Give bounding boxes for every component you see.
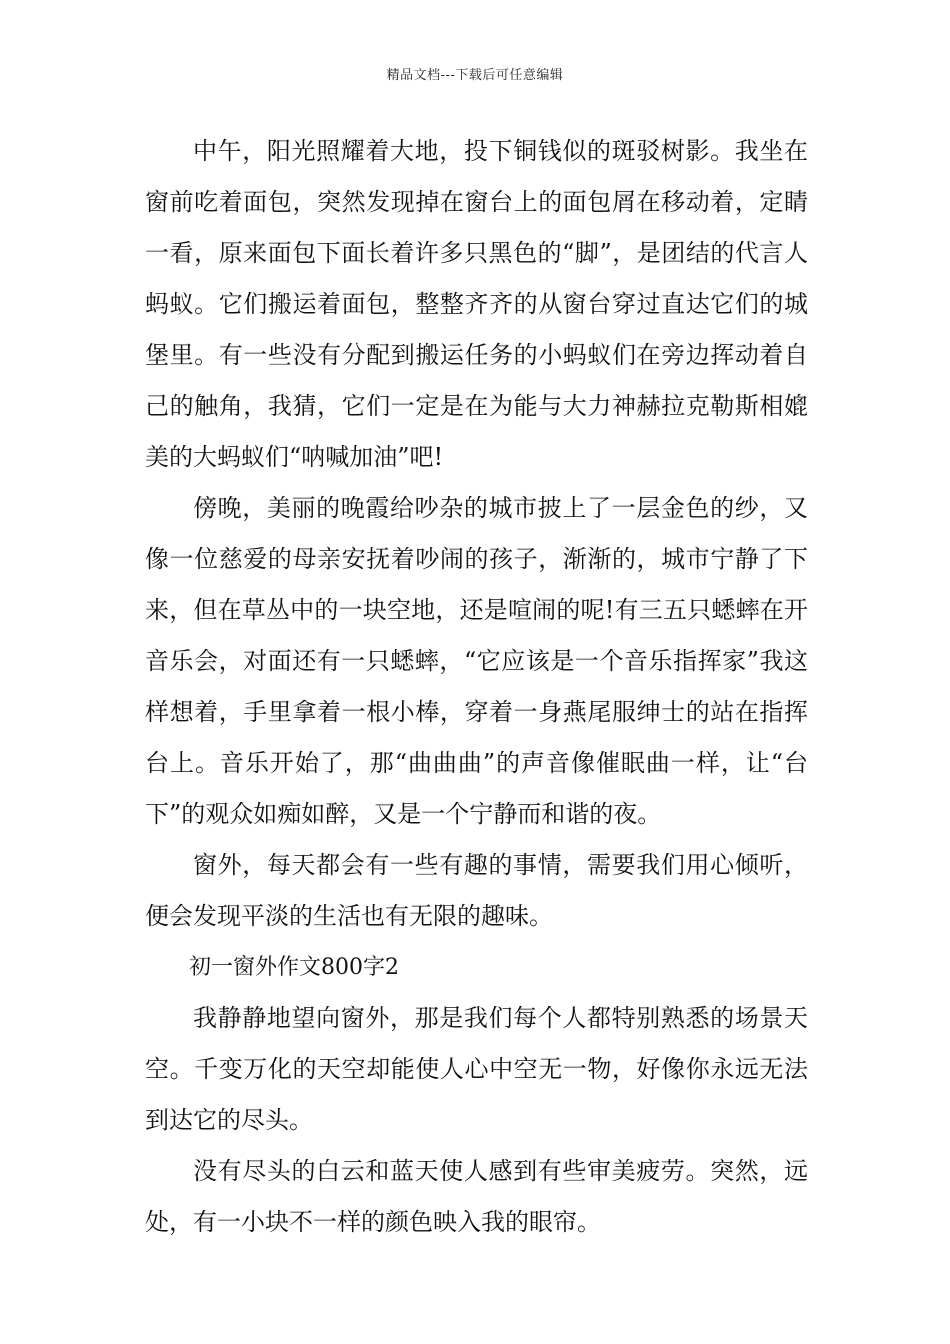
essay-subheading: 初一窗外作文800字2 bbox=[189, 955, 399, 980]
page-header: 精品文档---下载后可任意编辑 bbox=[386, 68, 564, 83]
paragraph-evening: 傍晚，美丽的晚霞给吵杂的城市披上了一层金色的纱，又像一位慈爱的母亲安抚着吵闹的孩子，渐渐的，城市宁静了下来，但在草丛中的一块空地，还是喧闹的呢!有三五只蟋蟀在开音乐会，对面还有一只蟋蟀，“它应该是一个音乐指挥家”我这样想着，手里拿着一根小棒，穿着一身燕尾服绅士的站在指挥台上。音乐开始了，那“曲曲曲”的声音像催眠曲一样，让“台下”的观众如痴如醉，又是一个宁静而和谐的夜。 bbox=[145, 494, 808, 828]
document-body bbox=[145, 126, 808, 1248]
paragraph-sky: 我静静地望向窗外，那是我们每个人都特别熟悉的场景天空。千变万化的天空却能使人心中空无一物，好像你永远无法到达它的尽头。 bbox=[145, 1004, 808, 1134]
paragraph-noon: 中午，阳光照耀着大地，投下铜钱似的斑驳树影。我坐在窗前吃着面包，突然发现掉在窗台上的面包屑在移动着，定睛一看，原来面包下面长着许多只黑色的“脚”，是团结的代言人蚂蚁。它们搬运着面包，整整齐齐的从窗台穿过直达它们的城堡里。有一些没有分配到搬运任务的小蚂蚁们在旁边挥动着自己的触角，我猜，它们一定是在为能与大力神赫拉克勒斯相媲美的大蚂蚁们“呐喊加油”吧! bbox=[145, 137, 808, 471]
paragraph-conclusion: 窗外，每天都会有一些有趣的事情，需要我们用心倾听，便会发现平淡的生活也有无限的趣味。 bbox=[145, 851, 808, 930]
paragraph-clouds: 没有尽头的白云和蓝天使人感到有些审美疲劳。突然，远处，有一小块不一样的颜色映入我的眼帘。 bbox=[145, 1157, 808, 1236]
